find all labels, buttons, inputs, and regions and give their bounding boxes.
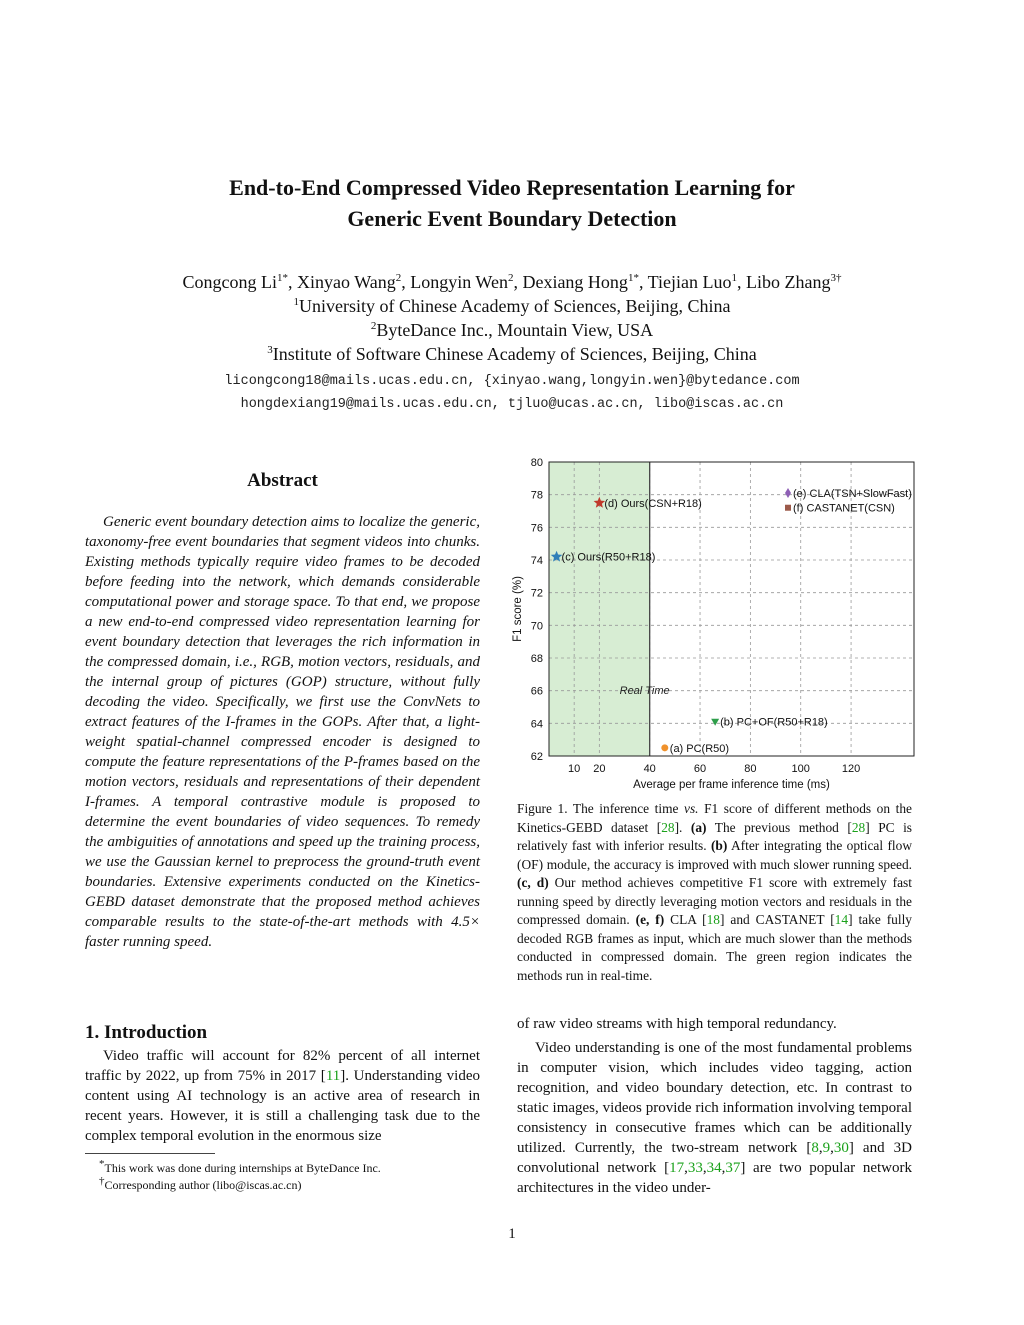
caption-bold: (e, f)	[635, 912, 665, 927]
affiliation-text: Institute of Software Chinese Academy of Sciences, Beijing, China	[272, 344, 757, 364]
email-line: hongdexiang19@mails.ucas.edu.cn, tjluo@ucas.ac.cn, libo@iscas.ac.cn	[240, 397, 784, 412]
footnote-text: Corresponding author (libo@iscas.ac.cn)	[104, 1178, 302, 1192]
x-tick-label: 10	[568, 763, 581, 775]
author-sep: ,	[736, 272, 746, 292]
author-name: Dexiang Hong	[522, 272, 628, 292]
author-name: Congcong Li	[182, 272, 278, 292]
affiliation-sup: 1	[293, 296, 300, 308]
footnotes	[85, 1160, 480, 1194]
citation-link[interactable]: 28	[661, 819, 675, 835]
caption-text: ] take fully decoded RGB frames as input, which are much slower than the methods conducted in compressed domain. The green region indicates the methods run in real-time.	[517, 912, 912, 983]
caption-text: CLA [	[664, 912, 707, 927]
author-sup: 1	[731, 272, 737, 284]
data-label-b: (b) PC+OF(R50+R18)	[720, 716, 828, 729]
x-tick-label: 120	[841, 763, 861, 775]
citation-link[interactable]: 8	[811, 1140, 819, 1156]
title-line-2: Generic Event Boundary Detection	[347, 206, 677, 231]
y-axis-label: F1 score (%)	[512, 576, 524, 642]
y-tick-label: 80	[530, 457, 543, 469]
realtime-label: Real Time	[619, 684, 670, 697]
footnote-text: This work was done during internships at ByteDance Inc.	[104, 1161, 381, 1175]
citation-link[interactable]: 17	[669, 1160, 685, 1176]
caption-bold: (b)	[710, 838, 728, 853]
x-tick-label: 40	[643, 763, 656, 775]
x-tick-label: 20	[593, 763, 606, 775]
data-label-a: (a) PC(R50)	[669, 742, 730, 755]
x-axis-label: Average per frame inference time (ms)	[633, 779, 830, 791]
author-sup: 3†	[830, 272, 842, 284]
body-paragraph: Video understanding is one of the most fundamental problems in computer vision, which includes video tagging, action recognition, and video boundary detection, etc. In contrast to static images, videos provide rich information involving temporal consistency in consecutive frames which can be additionally utilized. Currently, the two-stream network [8,9,30] and 3D convolutional network [17,33,34,37] are two popular network architectures in the video under-	[517, 1040, 912, 1196]
author-sep: ,	[513, 272, 523, 292]
y-tick-label: 74	[530, 555, 543, 567]
citation-link[interactable]: 33	[687, 1160, 703, 1176]
author-name: Tiejian Luo	[647, 272, 732, 292]
citation-link[interactable]: 30	[833, 1140, 849, 1156]
figure-caption	[517, 800, 912, 985]
y-tick-label: 76	[530, 522, 543, 535]
author-name: Libo Zhang	[745, 272, 831, 292]
citation-link[interactable]: 37	[725, 1160, 741, 1176]
footnote-mark: *	[99, 1158, 105, 1170]
body-text: ] and 3D convolutional network [	[517, 1140, 912, 1176]
data-label-c: (c) Ours(R50+R18)	[561, 551, 656, 564]
y-tick-label: 64	[530, 718, 543, 731]
x-tick-label: 60	[693, 763, 707, 775]
data-point-a	[661, 744, 668, 751]
author-sup: 2	[395, 272, 402, 284]
citation-link[interactable]: 34	[706, 1160, 722, 1176]
citation-link[interactable]: 9	[822, 1140, 831, 1156]
x-tick-label: 100	[791, 763, 810, 775]
caption-text: ].	[674, 819, 691, 835]
paper-title	[0, 172, 1024, 234]
footnote	[85, 1177, 480, 1194]
introduction-body	[85, 1046, 480, 1146]
abstract-body	[85, 512, 480, 952]
author-name: Longyin Wen	[410, 272, 508, 292]
footnote	[85, 1160, 480, 1177]
author-sep: ,	[401, 272, 411, 292]
abstract-text: Generic event boundary detection aims to localize the generic, taxonomy-free event boundaries that segment videos into chunks. Existing methods typically require video frames to be decoded before feeding into the network, which demands considerable computational power and storage space. To that end, we propose a new end-to-end compressed video representation learning for event boundary detection that leverages the rich information in the compressed domain, i.e., RGB, motion vectors, residuals, and the internal group of pictures (GOP) structure, without fully decoding the video. Specifically, we first use the ConvNets to extract features of the I-frames in the GOPs. After that, a light-weight spatial-channel compressed encoder is designed to compute the feature representations of the P-frames based on the motion vectors, residuals and representations of their dependent I-frames. A temporal contrastive module is proposed to determine the event boundaries of video sequences. To remedy the ambiguities of annotations and speed up the training process, we use the Gaussian kernel to preprocess the ground-truth event boundaries. Extensive experiments conducted on the Kinetics-GEBD dataset demonstrate that the proposed method achieves comparable results to the state-of-the-art methods with 4.5× faster running speed.	[85, 514, 480, 950]
citation-link[interactable]: 14	[834, 912, 849, 927]
body-paragraph: of raw video streams with high temporal redundancy.	[517, 1016, 837, 1032]
author-sup: 1*	[627, 272, 639, 284]
data-label-e: (e) CLA(TSN+SlowFast)	[793, 488, 912, 501]
body-text: ] are two popular network architectures in the video under-	[517, 1160, 912, 1196]
caption-text: After integrating the optical flow (OF) module, the accuracy is improved with much slower running speed.	[517, 838, 913, 872]
caption-text: ] PC is relatively fast with inferior results.	[517, 819, 913, 853]
affiliation-text: ByteDance Inc., Mountain View, USA	[376, 320, 654, 340]
y-tick-label: 70	[530, 620, 543, 633]
title-line-1: End-to-End Compressed Video Representation Learning for	[229, 175, 795, 200]
author-sep: ,	[638, 272, 648, 292]
caption-text: ] and CASTANET [	[719, 912, 835, 927]
author-block	[0, 270, 1024, 416]
citation-link[interactable]: 18	[706, 912, 720, 927]
figure-1-chart	[505, 450, 925, 795]
y-tick-label: 62	[530, 751, 543, 763]
intro-paragraph	[85, 1046, 480, 1146]
affiliation	[0, 342, 1024, 366]
y-tick-label: 72	[530, 587, 543, 600]
caption-label: Figure 1.	[517, 801, 568, 816]
footnote-mark: †	[99, 1175, 105, 1187]
data-label-d: (d) Ours(CSN+R18)	[604, 497, 702, 510]
right-column-body	[517, 1014, 912, 1198]
footnote-divider	[85, 1153, 215, 1154]
affiliation	[0, 294, 1024, 318]
caption-text: vs.	[684, 801, 699, 816]
y-tick-label: 78	[530, 489, 543, 502]
author-list	[0, 270, 1024, 294]
body-text: Video understanding is one of the most fundamental problems in computer vision, which includes video tagging, action recognition, and video boundary detection, etc. In contrast to static images, videos provide rich information involving temporal consistency in consecutive frames which can be additionally utilized. Currently, the two-stream network [	[517, 1040, 912, 1156]
caption-bold: (a)	[690, 819, 707, 835]
data-point-f	[785, 505, 791, 511]
affiliation-text: University of Chinese Academy of Sciences, Beijing, China	[299, 296, 731, 316]
affiliation-sup: 2	[370, 320, 377, 332]
page-number: 1	[508, 1226, 516, 1242]
caption-text: Our method achieves competitive F1 score with extremely fast running speed by directly leveraging motion vectors and residuals in the compressed domain.	[517, 875, 912, 927]
affiliation	[0, 318, 1024, 342]
caption-text: The previous method [	[706, 819, 852, 835]
caption-text: The inference time	[572, 801, 679, 816]
author-name: Xinyao Wang	[297, 272, 396, 292]
y-tick-label: 68	[530, 653, 543, 665]
intro-text: ]. Understanding video content using AI technology is an active area of research in recent years. However, it is still a challenging task due to the complex temporal evolution in the enormous size	[85, 1068, 480, 1144]
intro-text: Video traffic will account for 82% percent of all internet traffic by 2022, up from 75% in 2017 [	[85, 1048, 480, 1084]
author-sup: 1*	[277, 272, 289, 284]
author-sep: ,	[288, 272, 298, 292]
y-tick-label: 66	[530, 685, 543, 698]
citation-link[interactable]: 11	[325, 1068, 341, 1084]
caption-bold: (c, d)	[517, 875, 549, 890]
citation-link[interactable]: 28	[851, 819, 866, 835]
abstract-heading: Abstract	[247, 470, 318, 491]
x-tick-label: 80	[744, 763, 757, 775]
section-heading-introduction: 1. Introduction	[85, 1022, 208, 1043]
data-label-f: (f) CASTANET(CSN)	[793, 502, 895, 515]
email-line: licongcong18@mails.ucas.edu.cn, {xinyao.wang,longyin.wen}@bytedance.com	[224, 374, 800, 389]
author-sup: 2	[507, 272, 514, 284]
caption-text: F1 score of different methods on the Kinetics-GEBD dataset [	[517, 801, 912, 835]
affiliation-sup: 3	[267, 344, 273, 356]
